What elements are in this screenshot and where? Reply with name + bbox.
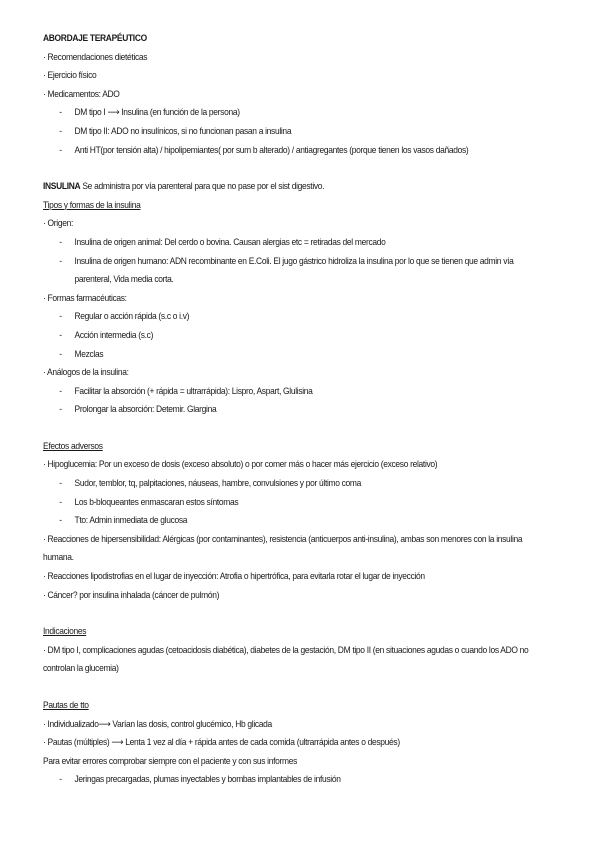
list-item: · Reacciones de hipersensibilidad: Alérgicas (por contaminantes), resistencia (anticuerpos anti-insulina), ambas son menores con la insulina (43, 532, 523, 544)
sub-list-item: - Insulina de origen humano: ADN recombinante en E.Coli. El jugo gástrico hidroliza la insulina por lo que se tienen que admin vía (43, 252, 517, 271)
list-item: · Medicamentos: ADO (43, 87, 120, 99)
sub-list-item: - Facilitar la absorción (+ rápida = ultrarrápida): Lispro, Aspart, Glulisina (43, 382, 517, 401)
list-item: · Análogos de la insulina: (43, 366, 129, 378)
list-item: · Formas farmacéuticas: (43, 291, 127, 303)
sub-list-item-continuation: parenteral, Vida media corta. (74, 273, 174, 285)
dash-bullet: - (59, 495, 62, 507)
list-item-continuation: humana. (43, 551, 74, 563)
dash-bullet: - (59, 773, 62, 785)
dash-bullet: - (59, 106, 62, 118)
dash-bullet: - (59, 347, 62, 359)
dash-bullet: - (59, 514, 62, 526)
sub-list-item: - Insulina de origen animal: Del cerdo o bovina. Causan alergias etc = retiradas del mercado (43, 233, 517, 252)
dash-bullet: - (59, 310, 62, 322)
sub-list-item: - Tto: Admin inmediata de glucosa (43, 511, 517, 530)
dash-bullet: - (59, 143, 62, 155)
list-item: · Recomendaciones dietéticas (43, 50, 148, 62)
sub-list-item: - Jeringas precargadas, plumas inyectables y bombas implantables de infusión (43, 770, 517, 789)
dash-bullet: - (59, 477, 62, 489)
sub-list-item: - Mezclas (43, 345, 517, 364)
list-item: · Pautas (múltiples) ⟶ Lenta 1 vez al día + rápida antes de cada comida (ultrarrápida antes o después) (43, 736, 400, 748)
subheading-efectos: Efectos adversos (43, 439, 103, 451)
sub-list-item: - Prolongar la absorción: Detemir. Glargina (43, 400, 517, 419)
list-item: · Ejercicio físico (43, 69, 97, 81)
sub-list-item: - Acción intermedia (s.c) (43, 326, 517, 345)
subheading-tipos: Tipos y formas de la insulina (43, 198, 141, 210)
list-item: · Individualizado⟶ Varían las dosis, control glucémico, Hb glicada (43, 717, 272, 729)
list-item-continuation: controlan la glucemia) (43, 662, 119, 674)
dash-bullet: - (59, 235, 62, 247)
list-item: · DM tipo I, complicaciones agudas (cetoacidosis diabética), diabetes de la gestación, DM tipo II (en situaciones agudas o cuando los ADO no (43, 643, 529, 655)
dash-bullet: - (59, 384, 62, 396)
sub-list-item: - DM tipo I ⟶ Insulina (en función de la persona) (43, 103, 517, 122)
sub-list-item: - DM tipo II: ADO no insulínicos, si no funcionan pasan a insulina (43, 122, 517, 141)
dash-bullet: - (59, 124, 62, 136)
list-item: · Reacciones lipodistrofias en el lugar de inyección: Atrofia o hipertrófica, para evitarla rotar el lugar de inyección (43, 570, 425, 582)
section-title-abordaje: ABORDAJE TERAPÉUTICO (43, 32, 147, 43)
subheading-indicaciones: Indicaciones (43, 625, 87, 637)
sub-list-item: - Sudor, temblor, tq, palpitaciones, náuseas, hambre, convulsiones y por último coma (43, 474, 517, 493)
sub-list-item: - Regular o acción rápida (s.c o i.v) (43, 307, 517, 326)
dash-bullet: - (59, 254, 62, 266)
list-item: · Hipoglucemia: Por un exceso de dosis (exceso absoluto) o por comer más o hacer más ejercicio (exceso relativo) (43, 458, 438, 470)
list-item: · Cáncer? por insulina inhalada (cáncer de pulmón) (43, 588, 220, 600)
paragraph: Para evitar errores comprobar siempre con el paciente y con sus informes (43, 754, 298, 766)
dash-bullet: - (59, 328, 62, 340)
subheading-pautas: Pautas de tto (43, 699, 89, 710)
sub-list-item: - Anti HT(por tensión alta) / hipolipemiantes( por sum b alterado) / antiagregantes (porque tienen los vasos dañados) (43, 141, 517, 160)
dash-bullet: - (59, 403, 62, 415)
sub-list-item: - Los b-bloqueantes enmascaran estos síntomas (43, 493, 517, 512)
insulina-intro: INSULINA Se administra por vía parenteral para que no pase por el sist digestivo. (43, 180, 325, 192)
list-item: · Origen: (43, 217, 73, 229)
section-title-insulina: INSULINA (43, 180, 81, 192)
